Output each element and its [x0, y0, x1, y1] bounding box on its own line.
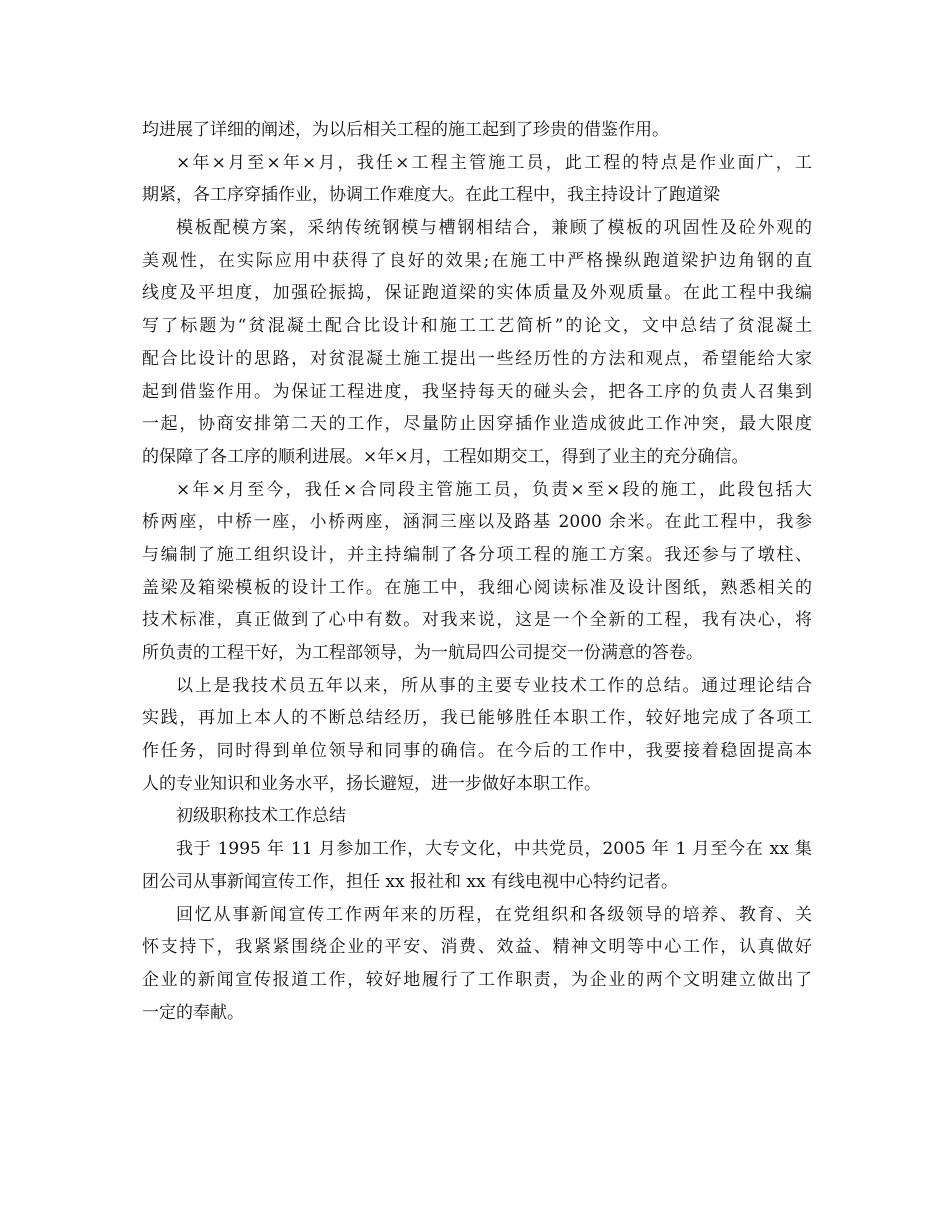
text-line: 团公司从事新闻宣传工作，担任 xx 报社和 xx 有线电视中心特约记者。 — [142, 871, 678, 892]
text-line: 作任务，同时得到单位领导和同事的确信。在今后的工作中，我要接着稳固提高本 — [142, 741, 812, 762]
text-line: 配合比设计的思路，对贫混凝土施工提出一些经历性的方法和观点，希望能给大家 — [142, 348, 812, 369]
text-line: 技术标准，真正做到了心中有数。对我来说，这是一个全新的工程，我有决心，将 — [142, 610, 812, 631]
text-line: 盖梁及箱梁模板的设计工作。在施工中，我细心阅读标准及设计图纸，熟悉相关的 — [142, 577, 812, 598]
text-line: 实践，再加上本人的不断总结经历，我已能够胜任本职工作，较好地完成了各项工 — [142, 708, 812, 729]
text-line: 一起，协商安排第二天的工作，尽量防止因穿插作业造成彼此工作冲突，最大限度 — [142, 414, 812, 435]
text-line: 所负责的工程干好，为工程部领导，为一航局四公司提交一份满意的答卷。 — [142, 643, 703, 663]
text-line: 一定的奉献。 — [142, 1002, 244, 1023]
text-line: 回忆从事新闻宣传工作两年来的历程，在党组织和各级领导的培养、教育、关 — [176, 904, 812, 925]
text-line: ×年×月至×年×月，我任×工程主管施工员，此工程的特点是作业面广，工 — [176, 152, 812, 173]
text-line: 我于 1995 年 11 月参加工作，大专文化，中共党员，2005 年 1 月至今在 xx 集 — [176, 839, 812, 860]
text-line: 与编制了施工组织设计，并主持编制了各分项工程的施工方案。我还参与了墩柱、 — [142, 544, 812, 565]
text-line: 写了标题为“贫混凝土配合比设计和施工工艺简析”的论文，文中总结了贫混凝土 — [142, 316, 812, 337]
text-line: ×年×月至今，我任×合同段主管施工员，负责×至×段的施工，此段包括大 — [176, 479, 812, 500]
text-line: 怀支持下，我紧紧围绕企业的平安、消费、效益、精神文明等中心工作，认真做好 — [142, 937, 812, 958]
text-line: 人的专业知识和业务水平，扬长避短，进一步做好本职工作。 — [142, 773, 601, 794]
text-line: 起到借鉴作用。为保证工程进度，我坚持每天的碰头会，把各工序的负责人召集到 — [142, 381, 812, 402]
text-line: 线度及平坦度，加强砼振捣，保证跑道梁的实体质量及外观质量。在此工程中我编 — [142, 283, 812, 304]
text-line: 企业的新闻宣传报道工作，较好地履行了工作职责，为企业的两个文明建立做出了 — [142, 969, 812, 990]
document-body — [142, 114, 812, 1029]
text-line: 均进展了详细的阐述，为以后相关工程的施工起到了珍贵的借鉴作用。 — [142, 120, 669, 140]
text-line: 模板配模方案，采纳传统钢模与槽钢相结合，兼顾了模板的巩固性及砼外观的 — [176, 218, 812, 239]
text-line: 桥两座，中桥一座，小桥两座，涵洞三座以及路基 2000 余米。在此工程中，我参 — [142, 512, 812, 533]
text-line: 初级职称技术工作总结 — [176, 806, 346, 827]
text-line: 期紧，各工序穿插作业，协调工作难度大。在此工程中，我主持设计了跑道梁 — [142, 185, 720, 206]
text-line: 的保障了各工序的顺利进展。×年×月，工程如期交工，得到了业主的充分确信。 — [142, 446, 749, 467]
text-line: 美观性，在实际应用中获得了良好的效果;在施工中严格操纵跑道梁护边角钢的直 — [142, 250, 812, 271]
text-line: 以上是我技术员五年以来，所从事的主要专业技术工作的总结。通过理论结合 — [176, 675, 812, 696]
